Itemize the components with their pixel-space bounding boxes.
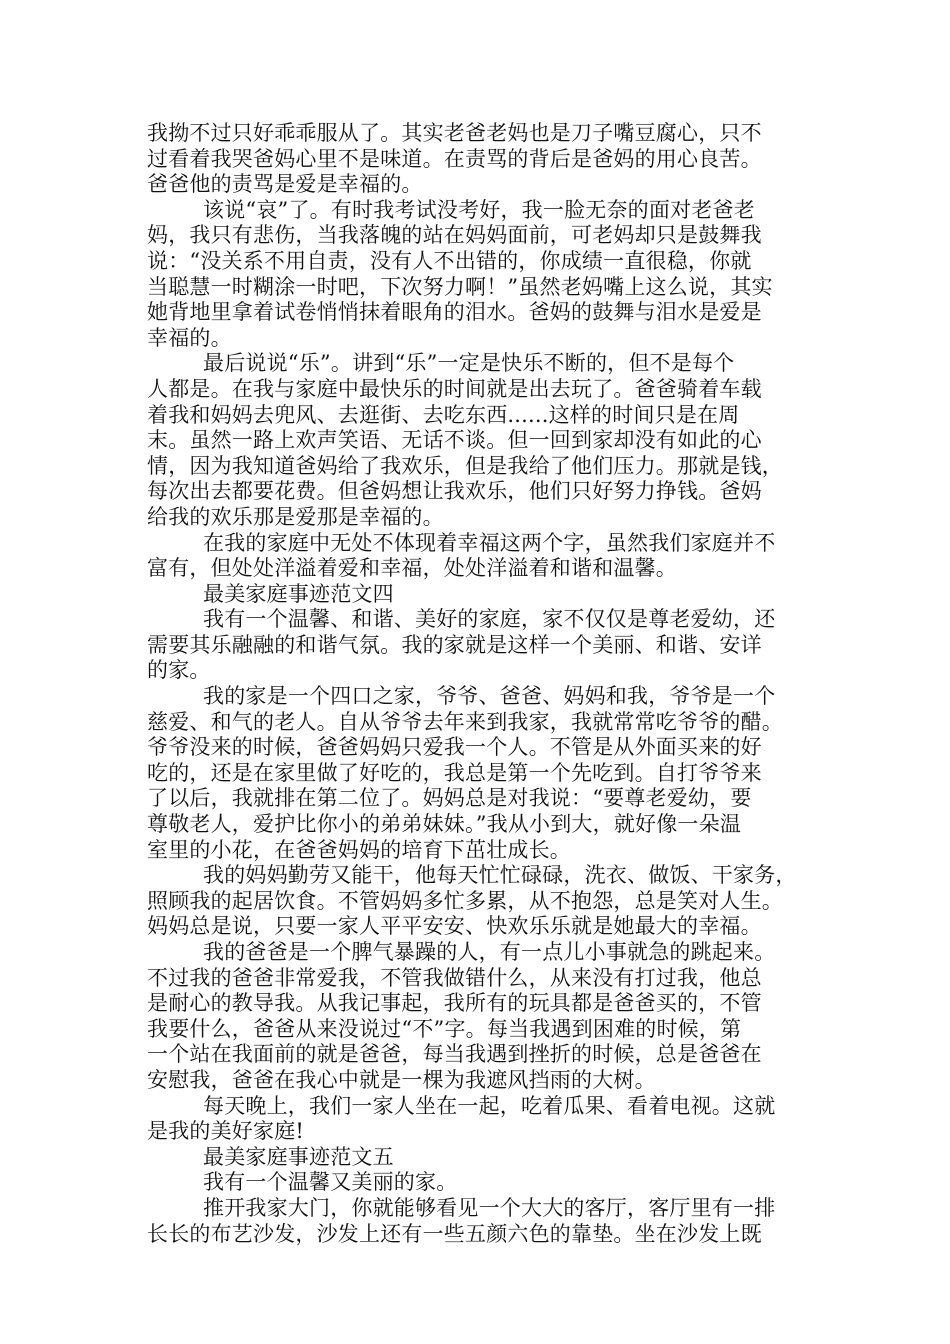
text-line: 长长的布艺沙发，沙发上还有一些五颜六色的靠垫。坐在沙发上既 [147,1221,762,1246]
text-line: 她背地里拿着试卷悄悄抹着眼角的泪水。爸妈的鼓舞与泪水是爱是 [147,300,762,325]
text-line: 照顾我的起居饮食。不管妈妈多忙多累，从不抱怨，总是笑对人生。 [147,888,783,913]
text-line: 末。虽然一路上欢声笑语、无话不谈。但一回到家却没有如此的心 [147,428,762,453]
text-line: 最美家庭事迹范文四 [203,581,394,606]
text-line: 我要什么，爸爸从来没说过“不”字。每当我遇到困难的时候，第 [147,1016,742,1041]
text-line: 妈，我只有悲伤，当我落魄的站在妈妈面前，可老妈却只是鼓舞我 [147,223,762,248]
text-line: 最美家庭事迹范文五 [203,1144,394,1169]
text-line: 的家。 [147,658,211,683]
text-line: 妈妈总是说，只要一家人平平安安、快欢乐乐就是她最大的幸福。 [147,914,762,939]
text-line: 是我的美好家庭! [147,1119,305,1144]
text-line: 室里的小花，在爸爸妈妈的培育下茁壮成长。 [147,837,571,862]
text-line: 过看着我哭爸妈心里不是味道。在责骂的背后是爸妈的用心良苦。 [147,146,762,171]
text-line: 该说“哀”了。有时我考试没考好，我一脸无奈的面对老爸老 [203,197,755,222]
text-line: 幸福的。 [147,325,232,350]
text-line: 是耐心的教导我。从我记事起，我所有的玩具都是爸爸买的，不管 [147,991,762,1016]
text-line: 慈爱、和气的老人。自从爷爷去年来到我家，我就常常吃爷爷的醋。 [147,709,783,734]
text-line: 情，因为我知道爸妈给了我欢乐，但是我给了他们压力。那就是钱， [147,453,783,478]
text-line: 给我的欢乐那是爱那是幸福的。 [147,504,444,529]
text-line: 每天晚上，我们一家人坐在一起，吃着瓜果、看着电视。这就 [203,1093,776,1118]
text-line: 尊敬老人，爱护比你小的弟弟妹妹。”我从小到大，就好像一朵温 [147,812,742,837]
text-line: 推开我家大门，你就能够看见一个大大的客厅，客厅里有一排 [203,1195,776,1220]
text-line: 爷爷没来的时候，爸爸妈妈只爱我一个人。不管是从外面买来的好 [147,735,762,760]
text-line: 吃的，还是在家里做了好吃的，我总是第一个先吃到。自打爷爷来 [147,760,762,785]
text-line: 富有，但处处洋溢着爱和幸福，处处洋溢着和谐和温馨。 [147,556,677,581]
text-line: 着我和妈妈去兜风、去逛街、去吃东西......这样的时间只是在周 [147,402,740,427]
text-line: 我的爸爸是一个脾气暴躁的人，有一点儿小事就急的跳起来。 [203,940,776,964]
text-line: 人都是。在我与家庭中最快乐的时间就是出去玩了。爸爸骑着车载 [147,376,762,401]
text-line: 我的妈妈勤劳又能干，他每天忙忙碌碌，洗衣、做饭、干家务， [203,863,797,888]
text-line: 我有一个温馨、和谐、美好的家庭，家不仅仅是尊老爱幼，还 [203,607,776,632]
text-line: 说：“没关系不用自责，没有人不出错的，你成绩一直很稳，你就 [147,248,752,273]
text-line: 我拗不过只好乖乖服从了。其实老爸老妈也是刀子嘴豆腐心，只不 [147,121,762,145]
text-line: 我的家是一个四口之家，爷爷、爸爸、妈妈和我，爷爷是一个 [203,684,776,709]
text-line: 当聪慧一时糊涂一时吧，下次努力啊！”虽然老妈嘴上这么说，其实 [147,274,773,299]
text-line: 我有一个温馨又美丽的家。 [203,1170,458,1195]
body-text [147,121,811,1247]
text-line: 了以后，我就排在第二位了。妈妈总是对我说：“要尊老爱幼，要 [147,786,752,811]
text-line: 爸爸他的责骂是爱是幸福的。 [147,172,423,197]
text-line: 安慰我，爸爸在我心中就是一棵为我遮风挡雨的大树。 [147,1067,656,1092]
text-line: 一个站在我面前的就是爸爸，每当我遇到挫折的时候，总是爸爸在 [147,1042,762,1067]
text-line: 每次出去都要花费。但爸妈想让我欢乐，他们只好努力挣钱。爸妈 [147,479,762,504]
text-line: 在我的家庭中无处不体现着幸福这两个字，虽然我们家庭并不 [203,530,776,555]
text-line: 最后说说“乐”。讲到“乐”一定是快乐不断的，但不是每个 [203,351,735,376]
text-line: 不过我的爸爸非常爱我，不管我做错什么，从来没有打过我，他总 [147,965,762,990]
text-line: 需要其乐融融的和谐气氛。我的家就是这样一个美丽、和谐、安详 [147,632,762,657]
